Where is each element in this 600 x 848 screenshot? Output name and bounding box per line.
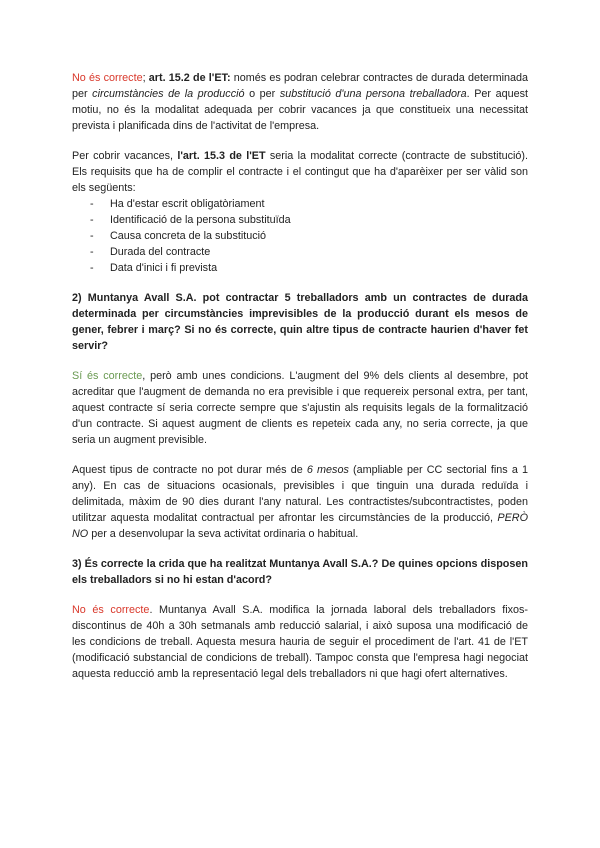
article-reference: l'art. 15.3 de l'ET: [177, 150, 266, 162]
answer-label-incorrect: No és correcte: [72, 72, 143, 84]
separator: ;: [142, 72, 149, 84]
question-2-heading: 2) Muntanya Avall S.A. pot contractar 5 treballadors amb un contractes de durada determinada per circumstàncies imprevisibles de la producció durant els mesos de gener, febrer i març? Si no és correcte, quin altre tipus de contracte haurien d'haver fet servir?: [72, 292, 528, 352]
dash-bullet: -: [90, 262, 94, 274]
question-3-heading: 3) És correcte la crida que ha realitzat Muntanya Avall S.A.? De quines opcions disposen els treballadors si no hi estan d'acord?: [72, 558, 528, 586]
answer-label-incorrect: No és correcte: [72, 604, 150, 616]
text-run: només es podran celebrar contractes de durada determinada per: [72, 72, 528, 100]
text-run: , però amb unes condicions. L'augment del 9% dels clients al desembre, pot acreditar que l'augment de demanda no era previsible i que requereix personal extra, per tant, aquest contracte sí seria correcte sempre que s'ajustin als requisits legals de la formalització d'un contracte. Si aquest augment de clients es repeteix cada any, no seria correcte, ja que seria un augment previsible.: [72, 370, 529, 446]
italic-run: 6 mesos: [306, 464, 349, 476]
dash-bullet: -: [90, 198, 94, 210]
dash-bullet: -: [90, 230, 94, 242]
list-item: [72, 260, 528, 276]
answer-label-correct: Sí és correcte: [72, 370, 143, 382]
text-run: o per: [244, 88, 280, 100]
list-item-text: Data d'inici i fi prevista: [110, 262, 218, 274]
text-run: Per cobrir vacances,: [72, 150, 178, 162]
text-run: Aquest tipus de contracte no pot durar més de: [72, 464, 307, 476]
list-item-text: Causa concreta de la substitució: [110, 230, 267, 242]
paragraph-contract-duration: [72, 462, 528, 542]
paragraph-art-15-3: [72, 148, 528, 196]
text-run: . Per aquest motiu, no és la modalitat adequada per cobrir vacances ja que constitueix una necessitat prevista i planificada dins de l'activitat de l'empresa.: [72, 88, 529, 132]
italic-run: substitució d'una persona treballadora: [279, 88, 467, 100]
list-item-text: Identificació de la persona substituïda: [110, 214, 291, 226]
text-run: . Muntanya Avall S.A. modifica la jornada laboral dels treballadors fixos-discontinus de 40h a 30h setmanals amb reducció salarial, i això suposa una modificació de les condicions de treball. Aquesta mesura hauria de seguir el procediment de l'art. 41 de l'ET (modificació substancial de condicions de treball). Tampoc consta que l'empresa hagi negociat aquesta reducció amb la representació legal dels treballadors ni que hagi ofert alternatives.: [72, 604, 528, 680]
text-run: (ampliable per CC sectorial fins a 1 any). En cas de situacions ocasionals, previsibles i que tinguin una durada reduïda i delimitada, màxim de 90 dies durant l'any natural. Les contractistes/subcontractistes, poden utilitzar aquesta modalitat contractual per afrontar les circumstàncies de la producció,: [72, 464, 528, 524]
paragraph-answer-2: [72, 368, 528, 448]
paragraph-answer-3: [72, 602, 528, 682]
list-item-text: Durada del contracte: [110, 246, 211, 258]
paragraph-art-15-2: [72, 70, 528, 134]
list-item: [72, 196, 528, 212]
dash-bullet: -: [90, 246, 94, 258]
list-item: [72, 228, 528, 244]
list-item-text: Ha d'estar escrit obligatòriament: [110, 198, 265, 210]
list-item: [72, 212, 528, 228]
italic-run: PERÒ NO: [72, 512, 528, 540]
text-run: per a desenvolupar la seva activitat ordinaria o habitual.: [88, 528, 359, 540]
text-run: seria la modalitat correcte (contracte de substitució). Els requisits que ha de complir el contracte i el contingut que ha d'aparèixer per ser vàlid son els següents:: [72, 150, 528, 194]
article-reference: art. 15.2 de l'ET:: [148, 72, 231, 84]
document-page: [72, 70, 528, 682]
italic-run: circumstàncies de la producció: [92, 88, 245, 100]
dash-bullet: -: [90, 214, 94, 226]
list-item: [72, 244, 528, 260]
requirements-list: [72, 196, 528, 276]
